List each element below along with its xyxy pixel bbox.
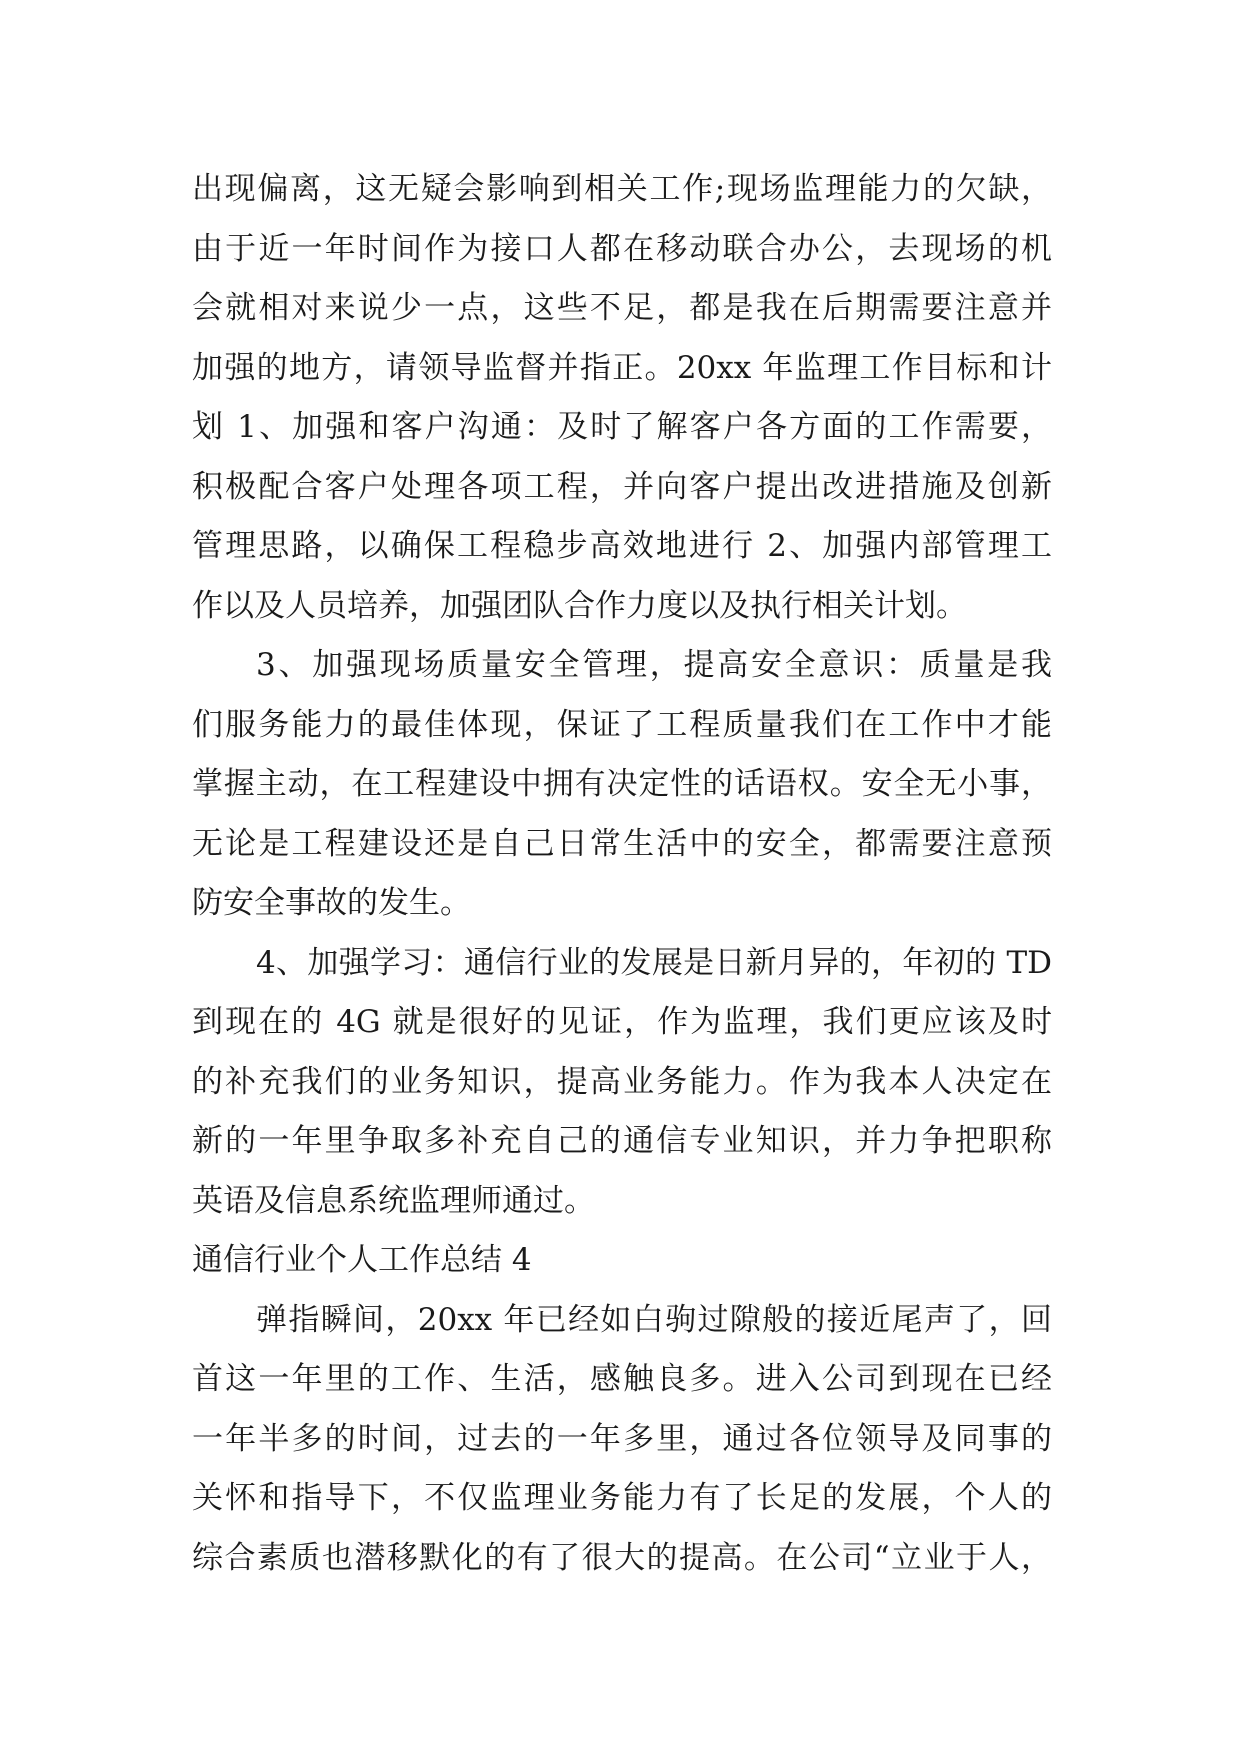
text-line: 积极配合客户处理各项工程，并向客户提出改进措施及创新 bbox=[192, 468, 1052, 505]
text-line: 们服务能力的最佳体现，保证了工程质量我们在工作中才能 bbox=[192, 706, 1052, 743]
text-line: 管理思路，以确保工程稳步高效地进行 2、加强内部管理工 bbox=[192, 528, 1052, 564]
text-line: 的补充我们的业务知识，提高业务能力。作为我本人决定在 bbox=[192, 1063, 1052, 1100]
text-line: 新的一年里争取多补充自己的通信专业知识，并力争把职称 bbox=[192, 1123, 1052, 1159]
document-body bbox=[192, 160, 1052, 1588]
text-line: 一年半多的时间，过去的一年多里，通过各位领导及同事的 bbox=[192, 1420, 1052, 1457]
text-line: 作以及人员培养，加强团队合作力度以及执行相关计划。 bbox=[192, 587, 967, 624]
text-line: 英语及信息系统监理师通过。 bbox=[192, 1182, 595, 1219]
text-line: 关怀和指导下，不仅监理业务能力有了长足的发展，个人的 bbox=[192, 1480, 1052, 1516]
text-line: 防安全事故的发生。 bbox=[192, 885, 471, 921]
paragraph-start-line: 弹指瞬间，20xx 年已经如白驹过隙般的接近尾声了，回 bbox=[256, 1301, 1052, 1338]
text-line: 首这一年里的工作、生活，感触良多。进入公司到现在已经 bbox=[192, 1361, 1052, 1397]
text-line: 无论是工程建设还是自己日常生活中的安全，都需要注意预 bbox=[192, 825, 1052, 862]
section-heading: 通信行业个人工作总结 4 bbox=[192, 1242, 532, 1278]
text-line: 掌握主动，在工程建设中拥有决定性的话语权。安全无小事， bbox=[192, 766, 1052, 802]
paragraph-start-line: 3、加强现场质量安全管理，提高安全意识：质量是我 bbox=[256, 647, 1052, 683]
text-line: 到现在的 4G 就是很好的见证，作为监理，我们更应该及时 bbox=[192, 1004, 1052, 1040]
text-line: 划 1、加强和客户沟通：及时了解客户各方面的工作需要， bbox=[192, 409, 1052, 445]
text-line: 由于近一年时间作为接口人都在移动联合办公，去现场的机 bbox=[192, 230, 1052, 267]
text-line: 出现偏离，这无疑会影响到相关工作;现场监理能力的欠缺， bbox=[192, 171, 1052, 207]
text-line: 会就相对来说少一点，这些不足，都是我在后期需要注意并 bbox=[192, 290, 1052, 326]
text-line: 综合素质也潜移默化的有了很大的提高。在公司“立业于人， bbox=[192, 1539, 1052, 1576]
paragraph-start-line: 4、加强学习：通信行业的发展是日新月异的，年初的 TD bbox=[256, 944, 1052, 981]
text-line: 加强的地方，请领导监督并指正。20xx 年监理工作目标和计 bbox=[192, 349, 1052, 386]
